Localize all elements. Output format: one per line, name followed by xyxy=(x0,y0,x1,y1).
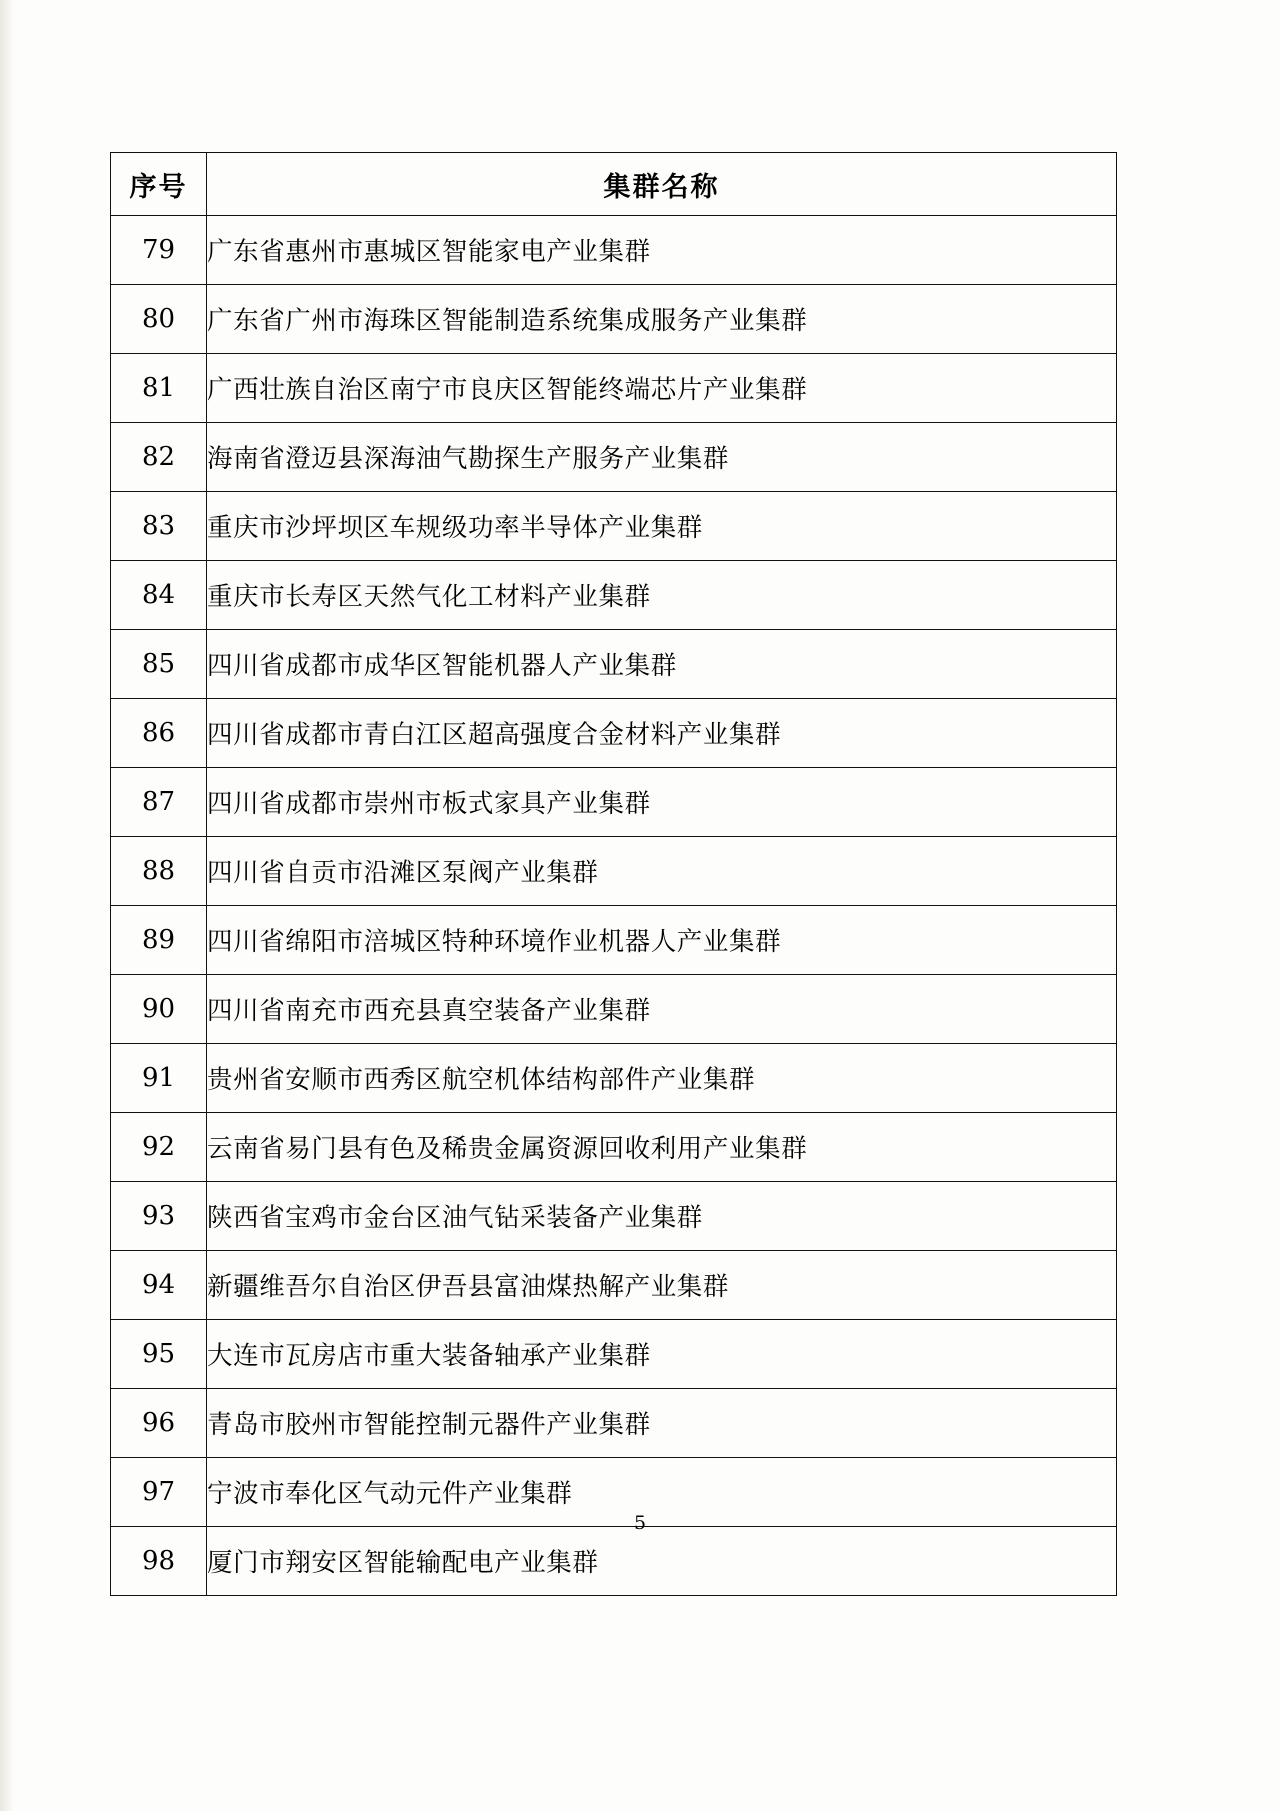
table-row xyxy=(111,906,1117,975)
cluster-name: 青岛市胶州市智能控制元器件产业集群 xyxy=(207,1389,1117,1458)
table-row xyxy=(111,354,1117,423)
row-number: 90 xyxy=(111,975,207,1044)
row-number: 87 xyxy=(111,768,207,837)
cluster-name: 四川省成都市崇州市板式家具产业集群 xyxy=(207,768,1117,837)
table-row xyxy=(111,285,1117,354)
row-number: 82 xyxy=(111,423,207,492)
cluster-name: 新疆维吾尔自治区伊吾县富油煤热解产业集群 xyxy=(207,1251,1117,1320)
table-row xyxy=(111,768,1117,837)
table-row xyxy=(111,561,1117,630)
row-number: 80 xyxy=(111,285,207,354)
cluster-name: 四川省绵阳市涪城区特种环境作业机器人产业集群 xyxy=(207,906,1117,975)
table-row xyxy=(111,975,1117,1044)
cluster-list-table xyxy=(110,152,1117,1596)
table-row xyxy=(111,1113,1117,1182)
cluster-name: 宁波市奉化区气动元件产业集群 xyxy=(207,1458,1117,1527)
cluster-name: 海南省澄迈县深海油气勘探生产服务产业集群 xyxy=(207,423,1117,492)
column-header-no: 序号 xyxy=(111,153,207,216)
table-row xyxy=(111,216,1117,285)
row-number: 96 xyxy=(111,1389,207,1458)
table-row xyxy=(111,1182,1117,1251)
cluster-name: 大连市瓦房店市重大装备轴承产业集群 xyxy=(207,1320,1117,1389)
table-row xyxy=(111,1389,1117,1458)
row-number: 81 xyxy=(111,354,207,423)
row-number: 84 xyxy=(111,561,207,630)
row-number: 95 xyxy=(111,1320,207,1389)
row-number: 91 xyxy=(111,1044,207,1113)
cluster-name: 厦门市翔安区智能输配电产业集群 xyxy=(207,1527,1117,1596)
cluster-name: 四川省南充市西充县真空装备产业集群 xyxy=(207,975,1117,1044)
column-header-name: 集群名称 xyxy=(207,153,1117,216)
row-number: 93 xyxy=(111,1182,207,1251)
table-row xyxy=(111,423,1117,492)
table-header-row xyxy=(111,153,1117,216)
row-number: 88 xyxy=(111,837,207,906)
row-number: 86 xyxy=(111,699,207,768)
table-row xyxy=(111,1320,1117,1389)
row-number: 92 xyxy=(111,1113,207,1182)
table-row xyxy=(111,837,1117,906)
page-number: 5 xyxy=(633,1512,647,1534)
table-row xyxy=(111,1044,1117,1113)
row-number: 97 xyxy=(111,1458,207,1527)
page-edge-shadow xyxy=(0,0,14,1811)
cluster-name: 云南省易门县有色及稀贵金属资源回收利用产业集群 xyxy=(207,1113,1117,1182)
cluster-name: 广东省广州市海珠区智能制造系统集成服务产业集群 xyxy=(207,285,1117,354)
cluster-name: 四川省自贡市沿滩区泵阀产业集群 xyxy=(207,837,1117,906)
table-row xyxy=(111,1527,1117,1596)
table-row xyxy=(111,630,1117,699)
row-number: 83 xyxy=(111,492,207,561)
cluster-name: 重庆市沙坪坝区车规级功率半导体产业集群 xyxy=(207,492,1117,561)
table-row xyxy=(111,1251,1117,1320)
cluster-name: 四川省成都市青白江区超高强度合金材料产业集群 xyxy=(207,699,1117,768)
row-number: 89 xyxy=(111,906,207,975)
table-row xyxy=(111,699,1117,768)
row-number: 98 xyxy=(111,1527,207,1596)
cluster-name: 广东省惠州市惠城区智能家电产业集群 xyxy=(207,216,1117,285)
table-row xyxy=(111,492,1117,561)
cluster-name: 重庆市长寿区天然气化工材料产业集群 xyxy=(207,561,1117,630)
row-number: 85 xyxy=(111,630,207,699)
row-number: 79 xyxy=(111,216,207,285)
cluster-name: 贵州省安顺市西秀区航空机体结构部件产业集群 xyxy=(207,1044,1117,1113)
cluster-name: 广西壮族自治区南宁市良庆区智能终端芯片产业集群 xyxy=(207,354,1117,423)
cluster-name: 陕西省宝鸡市金台区油气钻采装备产业集群 xyxy=(207,1182,1117,1251)
cluster-name: 四川省成都市成华区智能机器人产业集群 xyxy=(207,630,1117,699)
row-number: 94 xyxy=(111,1251,207,1320)
